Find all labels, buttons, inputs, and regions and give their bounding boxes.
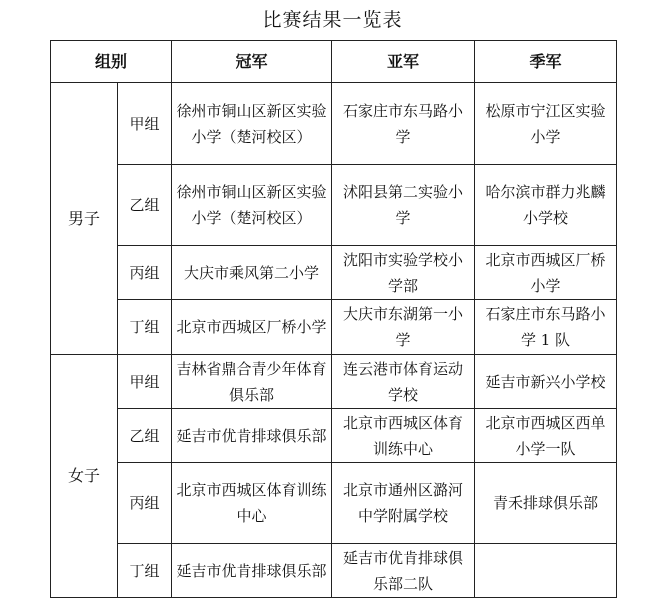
page-title: 比赛结果一览表 — [262, 9, 403, 31]
champion-cell: 延吉市优肯排球俱乐部 — [172, 544, 332, 598]
champion-cell: 北京市西城区厂桥小学 — [172, 300, 332, 355]
header-group: 组别 — [51, 41, 172, 83]
table-row — [51, 83, 617, 165]
group-label: 丙组 — [118, 246, 172, 300]
table-row — [51, 246, 617, 300]
group-label: 乙组 — [118, 165, 172, 246]
champion-cell: 吉林省鼎合青少年体育俱乐部 — [172, 355, 332, 409]
third-cell: 青禾排球俱乐部 — [475, 463, 617, 544]
runner-up-cell: 连云港市体育运动学校 — [332, 355, 475, 409]
group-label: 甲组 — [118, 355, 172, 409]
third-cell: 松原市宁江区实验小学 — [475, 83, 617, 165]
champion-cell: 徐州市铜山区新区实验小学（楚河校区） — [172, 165, 332, 246]
runner-up-cell: 北京市西城区体育训练中心 — [332, 409, 475, 463]
table-row — [51, 544, 617, 598]
third-cell: 哈尔滨市群力兆麟小学校 — [475, 165, 617, 246]
runner-up-cell: 北京市通州区潞河中学附属学校 — [332, 463, 475, 544]
group-label: 丁组 — [118, 300, 172, 355]
results-table — [50, 40, 617, 598]
champion-cell: 大庆市乘风第二小学 — [172, 246, 332, 300]
header-champion: 冠军 — [172, 41, 332, 83]
group-label: 乙组 — [118, 409, 172, 463]
table-row — [51, 165, 617, 246]
runner-up-cell: 大庆市东湖第一小学 — [332, 300, 475, 355]
group-label: 丁组 — [118, 544, 172, 598]
third-cell: 北京市西城区厂桥小学 — [475, 246, 617, 300]
table-row — [51, 355, 617, 409]
runner-up-cell: 沭阳县第二实验小学 — [332, 165, 475, 246]
table-row — [51, 409, 617, 463]
third-cell: 延吉市新兴小学校 — [475, 355, 617, 409]
header-row — [51, 41, 617, 83]
gender-men: 男子 — [51, 83, 118, 355]
runner-up-cell: 沈阳市实验学校小学部 — [332, 246, 475, 300]
group-label: 丙组 — [118, 463, 172, 544]
table-row — [51, 300, 617, 355]
gender-women: 女子 — [51, 355, 118, 598]
third-cell: 石家庄市东马路小学 1 队 — [475, 300, 617, 355]
header-third: 季军 — [475, 41, 617, 83]
runner-up-cell: 延吉市优肯排球俱乐部二队 — [332, 544, 475, 598]
champion-cell: 北京市西城区体育训练中心 — [172, 463, 332, 544]
runner-up-cell: 石家庄市东马路小学 — [332, 83, 475, 165]
champion-cell: 延吉市优肯排球俱乐部 — [172, 409, 332, 463]
group-label: 甲组 — [118, 83, 172, 165]
third-cell: 北京市西城区西单小学一队 — [475, 409, 617, 463]
table-row — [51, 463, 617, 544]
champion-cell: 徐州市铜山区新区实验小学（楚河校区） — [172, 83, 332, 165]
header-runner-up: 亚军 — [332, 41, 475, 83]
third-cell — [475, 544, 617, 598]
